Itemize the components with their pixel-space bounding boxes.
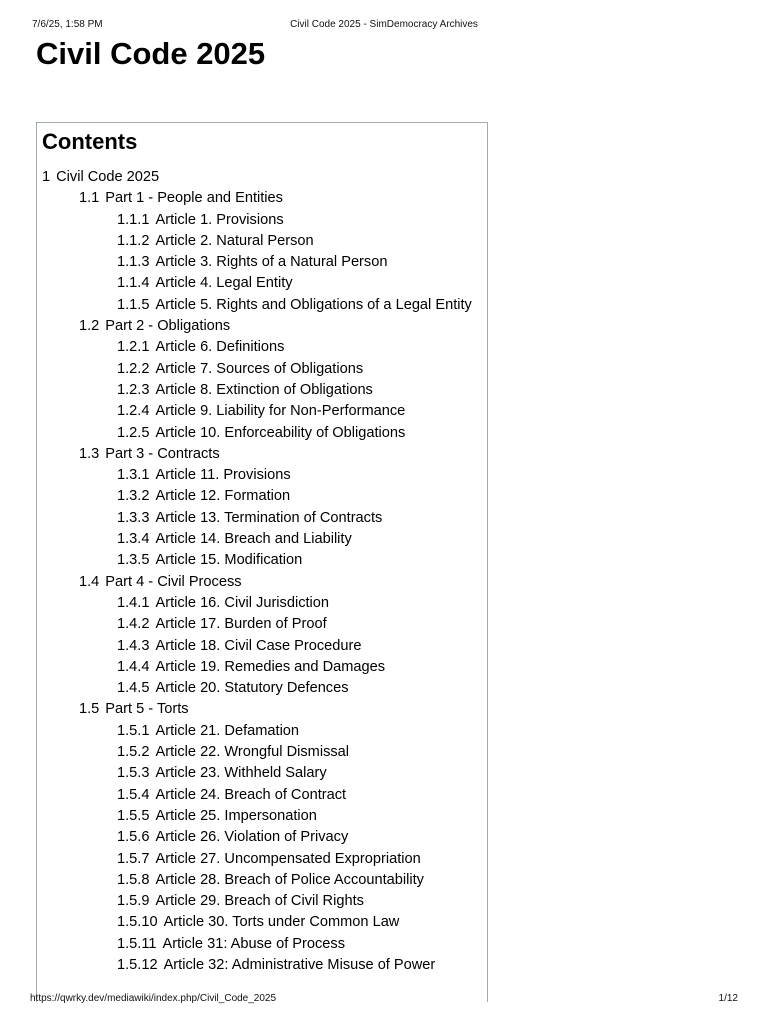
toc-item[interactable] <box>42 380 472 401</box>
toc-number: 1.3.3 <box>117 509 150 526</box>
page-title: Civil Code 2025 <box>36 36 266 71</box>
toc-item[interactable] <box>42 827 472 848</box>
print-footer <box>30 993 738 1007</box>
toc-item[interactable] <box>42 806 472 827</box>
toc-text[interactable]: Article 24. Breach of Contract <box>155 786 347 803</box>
toc-number: 1.5.12 <box>117 956 158 973</box>
toc-item[interactable] <box>42 849 472 870</box>
toc-number: 1.1.5 <box>117 296 150 313</box>
toc-text[interactable]: Article 9. Liability for Non-Performance <box>155 403 406 420</box>
toc-number: 1.2.4 <box>117 403 150 420</box>
print-page-number: 1/12 <box>718 993 738 1004</box>
toc-item[interactable] <box>42 891 472 912</box>
toc-text[interactable]: Article 28. Breach of Police Accountability <box>155 871 424 888</box>
toc-number: 1.1.3 <box>117 254 150 271</box>
toc-item[interactable] <box>42 423 472 444</box>
toc-text[interactable]: Article 31: Abuse of Process <box>162 935 346 952</box>
toc-number: 1.4.3 <box>117 637 150 654</box>
toc-number: 1.5.11 <box>117 935 157 952</box>
toc-text[interactable]: Article 6. Definitions <box>155 339 285 356</box>
toc-item[interactable] <box>42 167 472 188</box>
toc-item[interactable] <box>42 444 472 465</box>
toc-item[interactable] <box>42 337 472 358</box>
toc-number: 1.3 <box>79 445 100 462</box>
toc-text[interactable]: Article 11. Provisions <box>155 467 291 484</box>
toc-text[interactable]: Article 13. Termination of Contracts <box>155 509 383 526</box>
toc-item[interactable] <box>42 273 472 294</box>
toc-number: 1.2.2 <box>117 360 150 377</box>
toc-text[interactable]: Article 23. Withheld Salary <box>155 765 327 782</box>
toc-text[interactable]: Article 14. Breach and Liability <box>155 531 352 548</box>
toc-number: 1.5.1 <box>117 722 150 739</box>
toc-item[interactable] <box>42 742 472 763</box>
toc-text[interactable]: Part 2 - Obligations <box>105 318 231 335</box>
toc-item[interactable] <box>42 678 472 699</box>
toc-item[interactable] <box>42 231 472 252</box>
toc-item[interactable] <box>42 657 472 678</box>
toc-item[interactable] <box>42 465 472 486</box>
toc-number: 1.3.5 <box>117 552 150 569</box>
toc-text[interactable]: Article 16. Civil Jurisdiction <box>155 594 330 611</box>
toc-text[interactable]: Article 26. Violation of Privacy <box>155 829 349 846</box>
toc-number: 1.5.4 <box>117 786 150 803</box>
toc-number: 1.1.2 <box>117 232 150 249</box>
toc-text[interactable]: Article 22. Wrongful Dismissal <box>155 744 350 761</box>
toc-text[interactable]: Article 18. Civil Case Procedure <box>155 637 362 654</box>
toc-item[interactable] <box>42 359 472 380</box>
toc-item[interactable] <box>42 763 472 784</box>
toc-text[interactable]: Article 3. Rights of a Natural Person <box>155 254 388 271</box>
toc-item[interactable] <box>42 699 472 720</box>
toc-number: 1.2.1 <box>117 339 150 356</box>
toc-number: 1 <box>42 169 51 185</box>
toc-item[interactable] <box>42 401 472 422</box>
toc-text[interactable]: Article 17. Burden of Proof <box>155 616 327 633</box>
toc-number: 1.1.1 <box>117 211 150 228</box>
toc-item[interactable] <box>42 529 472 550</box>
print-header <box>32 19 736 33</box>
toc-item[interactable] <box>42 636 472 657</box>
toc-text[interactable]: Article 12. Formation <box>155 488 291 505</box>
toc-list <box>42 167 472 976</box>
toc-item[interactable] <box>42 955 472 976</box>
toc-text[interactable]: Article 8. Extinction of Obligations <box>155 381 373 398</box>
toc-item[interactable] <box>42 593 472 614</box>
toc-number: 1.4.2 <box>117 616 150 633</box>
toc-item[interactable] <box>42 550 472 571</box>
toc-text[interactable]: Article 30. Torts under Common Law <box>163 914 400 931</box>
print-datetime: 7/6/25, 1:58 PM <box>32 19 103 30</box>
toc-number: 1.5.9 <box>117 893 150 910</box>
toc-number: 1.4.4 <box>117 658 150 675</box>
toc-text[interactable]: Article 1. Provisions <box>155 211 284 228</box>
toc-item[interactable] <box>42 934 472 955</box>
toc-item[interactable] <box>42 508 472 529</box>
toc-text[interactable]: Article 19. Remedies and Damages <box>155 658 386 675</box>
toc-text[interactable]: Article 20. Statutory Defences <box>155 680 349 697</box>
toc-text[interactable]: Civil Code 2025 <box>56 169 160 185</box>
toc-heading: Contents <box>42 129 138 154</box>
toc-number: 1.5.3 <box>117 765 150 782</box>
toc-item[interactable] <box>42 188 472 209</box>
toc-text[interactable]: Article 25. Impersonation <box>155 807 317 824</box>
toc-text[interactable]: Article 5. Rights and Obligations of a Legal Entity <box>155 296 472 313</box>
print-url: https://qwrky.dev/mediawiki/index.php/Civil_Code_2025 <box>30 993 277 1004</box>
toc-text[interactable]: Article 15. Modification <box>155 552 303 569</box>
toc-text[interactable]: Article 10. Enforceability of Obligations <box>155 424 406 441</box>
toc-item[interactable] <box>42 486 472 507</box>
toc-text[interactable]: Part 3 - Contracts <box>105 445 220 462</box>
toc-number: 1.4.5 <box>117 680 150 697</box>
toc-number: 1.5.5 <box>117 807 150 824</box>
toc-item[interactable] <box>42 252 472 273</box>
toc-item[interactable] <box>42 721 472 742</box>
toc-number: 1.2.3 <box>117 381 150 398</box>
toc-number: 1.2.5 <box>117 424 150 441</box>
toc-number: 1.2 <box>79 318 100 335</box>
toc-number: 1.1.4 <box>117 275 150 292</box>
toc-text[interactable]: Part 5 - Torts <box>105 701 189 718</box>
toc-number: 1.5.2 <box>117 744 150 761</box>
toc-item[interactable] <box>42 572 472 593</box>
toc-item[interactable] <box>42 870 472 891</box>
toc-text[interactable]: Part 4 - Civil Process <box>105 573 242 590</box>
toc-item[interactable] <box>42 295 472 316</box>
toc-number: 1.3.2 <box>117 488 150 505</box>
toc-number: 1.4.1 <box>117 594 150 611</box>
toc-number: 1.5.7 <box>117 850 150 867</box>
toc-text[interactable]: Article 4. Legal Entity <box>155 275 293 292</box>
toc-number: 1.5 <box>79 701 100 718</box>
table-of-contents <box>36 122 488 1002</box>
toc-text[interactable]: Article 27. Uncompensated Expropriation <box>155 850 421 867</box>
toc-text[interactable]: Article 29. Breach of Civil Rights <box>155 893 364 910</box>
print-page-title: Civil Code 2025 - SimDemocracy Archives <box>290 19 478 30</box>
toc-item[interactable] <box>42 210 472 231</box>
toc-item[interactable] <box>42 912 472 933</box>
toc-number: 1.1 <box>79 190 100 207</box>
toc-number: 1.3.4 <box>117 531 150 548</box>
toc-text[interactable]: Part 1 - People and Entities <box>105 190 283 207</box>
toc-text[interactable]: Article 7. Sources of Obligations <box>155 360 364 377</box>
toc-number: 1.4 <box>79 573 100 590</box>
toc-item[interactable] <box>42 614 472 635</box>
toc-number: 1.5.8 <box>117 871 150 888</box>
toc-number: 1.5.6 <box>117 829 150 846</box>
toc-number: 1.5.10 <box>117 914 158 931</box>
toc-text[interactable]: Article 32: Administrative Misuse of Power <box>163 956 436 973</box>
toc-item[interactable] <box>42 785 472 806</box>
toc-number: 1.3.1 <box>117 467 150 484</box>
toc-text[interactable]: Article 21. Defamation <box>155 722 300 739</box>
toc-item[interactable] <box>42 316 472 337</box>
toc-text[interactable]: Article 2. Natural Person <box>155 232 314 249</box>
